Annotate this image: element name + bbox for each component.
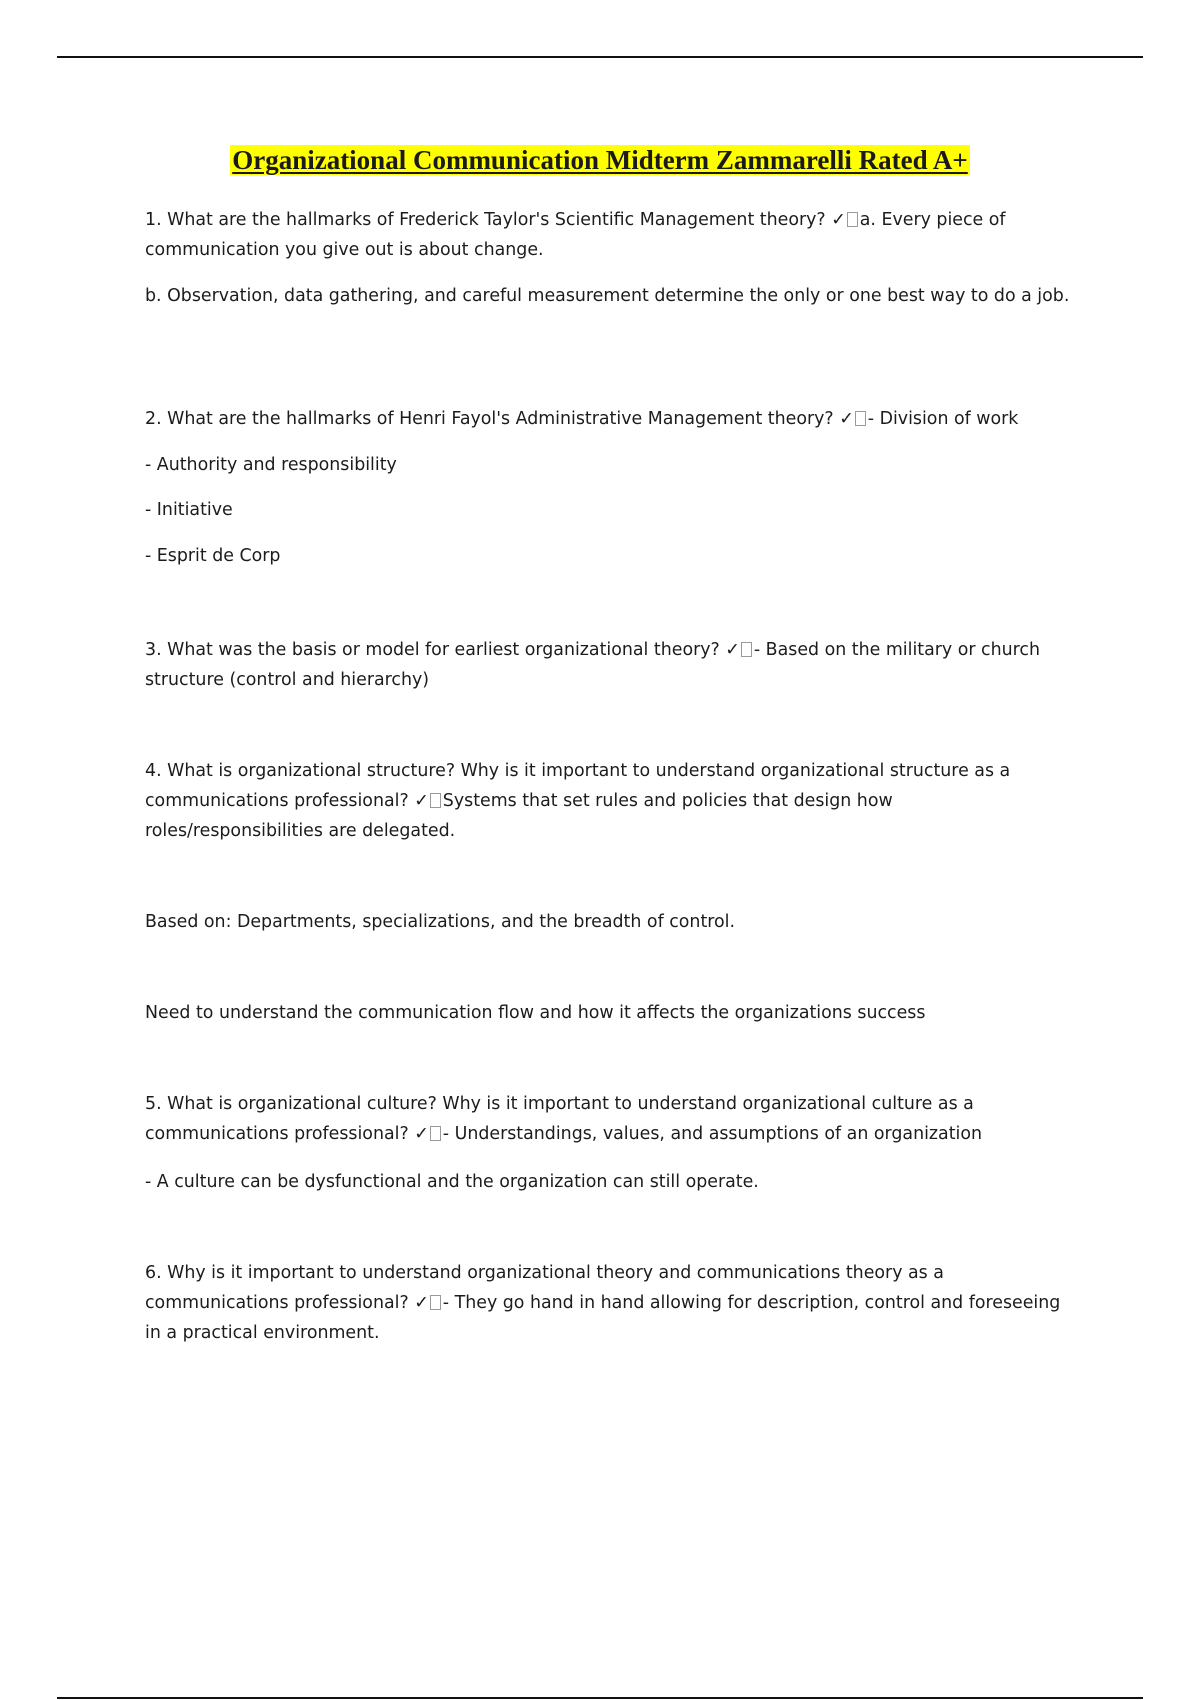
box-icon — [430, 793, 441, 808]
check-icon: ✓ — [414, 1124, 429, 1144]
box-icon — [741, 642, 752, 657]
question-3-text: 3. What was the basis or model for earliest organizational theory? — [145, 640, 720, 660]
box-icon — [430, 1295, 441, 1310]
answer-6-text: - They go hand in hand allowing for description, control and foreseeing in a practical environment. — [145, 1293, 1061, 1343]
question-1-text: 1. What are the hallmarks of Frederick Taylor's Scientific Management theory? — [145, 210, 826, 230]
list-item: - Authority and responsibility — [145, 455, 397, 475]
answer-1-extra: b. Observation, data gathering, and careful measurement determine the only or one best way to do a job. — [145, 286, 1070, 306]
check-icon: ✓ — [414, 791, 429, 811]
question-4-text: 4. What is organizational structure? Why is it important to understand organizational structure as a communications professional? — [145, 761, 1011, 811]
document-title — [0, 143, 1200, 177]
box-icon — [855, 411, 866, 426]
check-icon: ✓ — [839, 409, 854, 429]
document-title-text: Organizational Communication Midterm Zammarelli Rated A+ — [232, 145, 968, 175]
box-icon — [847, 212, 858, 227]
answer-4-extra-1: Based on: Departments, specializations, and the breadth of control. — [145, 912, 736, 932]
answer-5-extra: - A culture can be dysfunctional and the organization can still operate. — [145, 1172, 759, 1192]
question-4 — [145, 756, 1075, 846]
answer-3-text: - Based on the military or church structure (control and hierarchy) — [145, 640, 1041, 690]
check-icon: ✓ — [831, 210, 846, 230]
question-6 — [145, 1258, 1075, 1348]
question-1 — [145, 205, 1075, 265]
question-5-text: 5. What is organizational culture? Why is it important to understand organizational culture as a communications professional? — [145, 1094, 974, 1144]
question-2-text: 2. What are the hallmarks of Henri Fayol's Administrative Management theory? — [145, 409, 834, 429]
check-icon: ✓ — [725, 640, 740, 660]
question-6-text: 6. Why is it important to understand organizational theory and communications theory as a communications professional? — [145, 1263, 944, 1313]
list-item: - Initiative — [145, 500, 233, 520]
box-icon — [430, 1126, 441, 1141]
question-2 — [145, 404, 1075, 434]
question-3 — [145, 635, 1075, 695]
answer-1-text: a. Every piece of communication you give out is about change. — [145, 210, 1006, 260]
bottom-rule — [57, 1697, 1143, 1699]
list-item: - Esprit de Corp — [145, 546, 281, 566]
answer-4-extra-2: Need to understand the communication flow and how it affects the organizations success — [145, 1003, 926, 1023]
top-rule — [57, 56, 1143, 58]
answer-2-text: - Division of work — [867, 409, 1019, 429]
answer-4-text: Systems that set rules and policies that design how roles/responsibilities are delegated. — [145, 791, 893, 841]
check-icon: ✓ — [414, 1293, 429, 1313]
answer-5-text: - Understandings, values, and assumptions of an organization — [442, 1124, 983, 1144]
question-5 — [145, 1089, 1075, 1149]
